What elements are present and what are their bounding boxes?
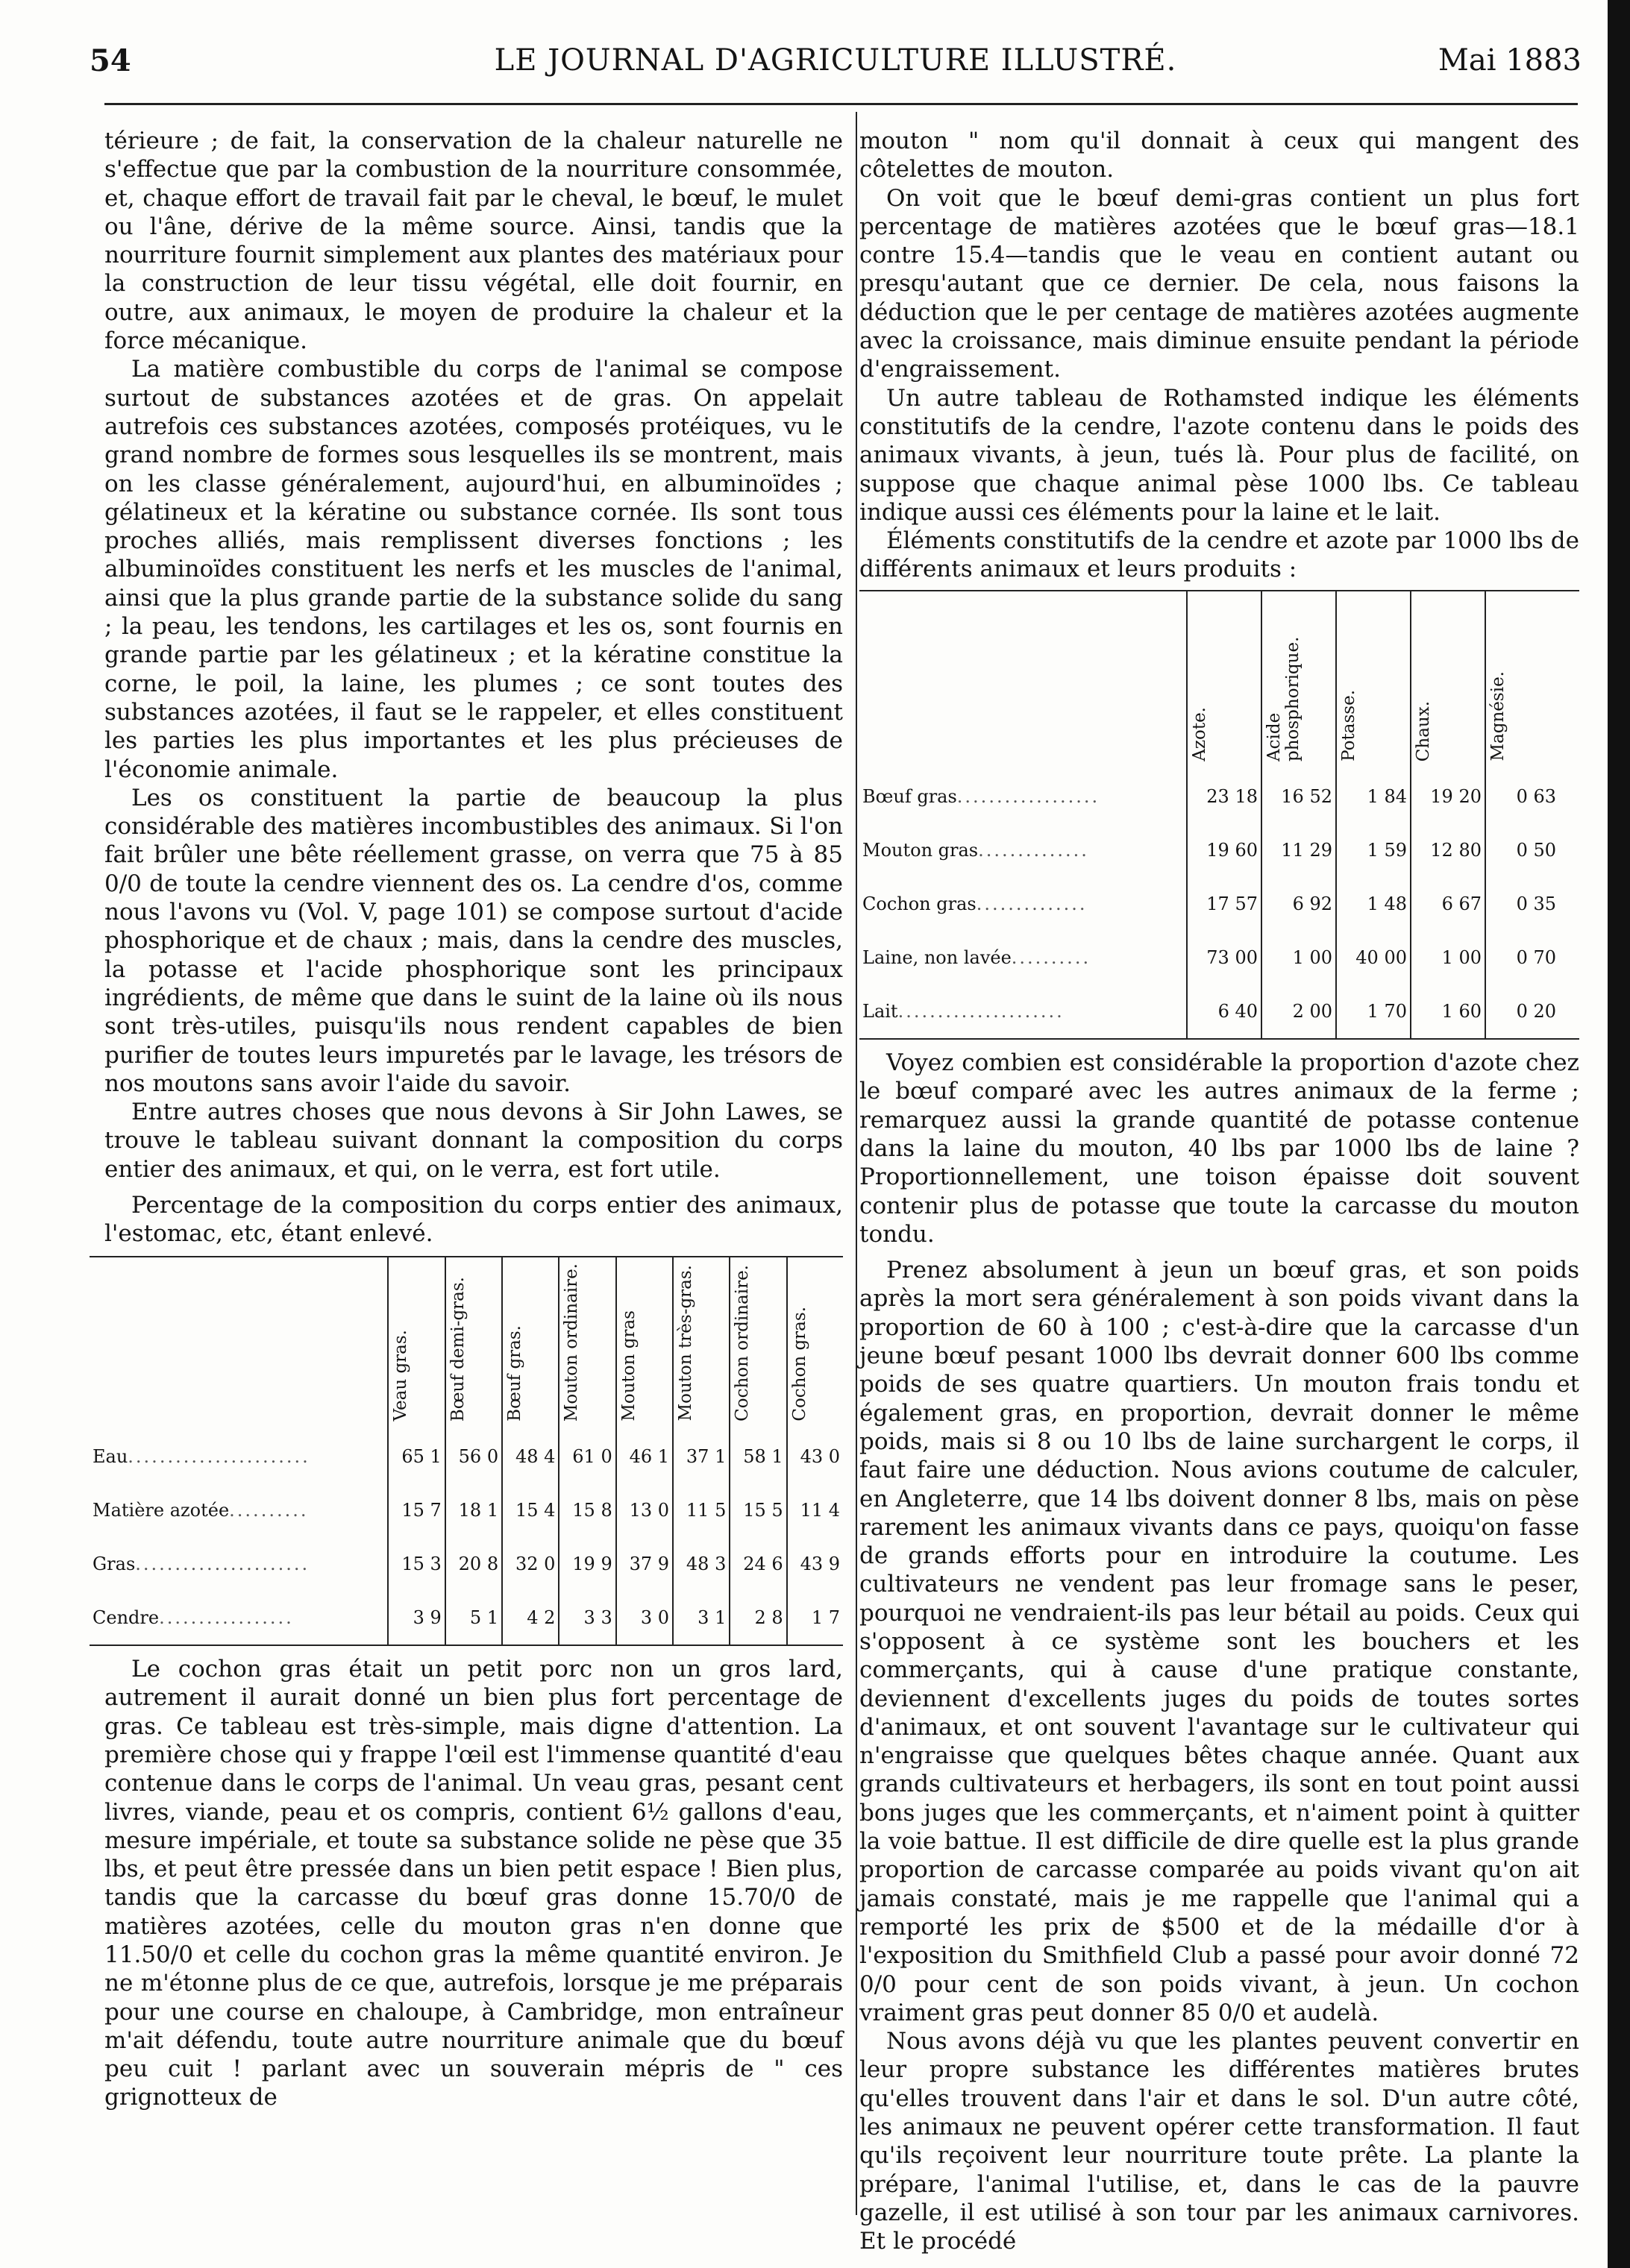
header-rule: [104, 103, 1578, 105]
table-caption: Percentage de la composition du corps entier des animaux, l'estomac, etc, étant enlevé.: [104, 1191, 843, 1248]
table-cell: 1 00: [1411, 931, 1485, 984]
column-divider: [856, 112, 857, 2215]
table-cell: 48 3: [673, 1537, 730, 1591]
column-header: Acide phosphorique.: [1261, 591, 1336, 770]
table-cell: 1 70: [1336, 984, 1411, 1038]
page-header: [90, 43, 1582, 88]
table-cell: 24 6: [730, 1537, 786, 1591]
table-cell: 32 0: [502, 1537, 559, 1591]
table-cell: 37 9: [616, 1537, 673, 1591]
table-row: [859, 984, 1559, 1038]
table-row: [859, 823, 1559, 877]
right-column: [859, 127, 1579, 2256]
paragraph: Entre autres choses que nous devons à Sir John Lawes, se trouve le tableau suivant donnant la composition du corps entier des animaux, et qui, on le verra, est fort utile.: [104, 1099, 843, 1183]
table-cell: 48 4: [502, 1430, 559, 1483]
table-cell: 15 4: [502, 1483, 559, 1537]
table-cell: 23 18: [1187, 770, 1261, 823]
table-cell: 4 2: [502, 1591, 559, 1645]
column-header: Veau gras.: [388, 1257, 445, 1430]
journal-title: LE JOURNAL D'AGRICULTURE ILLUSTRÉ.: [494, 43, 1177, 78]
table-row: [90, 1537, 843, 1591]
table-cell: 15 8: [559, 1483, 615, 1537]
column-header: Mouton gras: [616, 1257, 673, 1430]
table-row: [90, 1430, 843, 1483]
table-cell: 43 9: [787, 1537, 843, 1591]
table-row: [859, 931, 1559, 984]
table-cell: 11 5: [673, 1483, 730, 1537]
table-cell: 0 20: [1485, 984, 1559, 1038]
column-header: Magnésie.: [1485, 591, 1559, 770]
table-cell: 1 48: [1336, 877, 1411, 931]
table-cell: 58 1: [730, 1430, 786, 1483]
table-cell: 6 40: [1187, 984, 1261, 1038]
table-cell: 6 67: [1411, 877, 1485, 931]
table-cell: 1 60: [1411, 984, 1485, 1038]
table-cell: 16 52: [1261, 770, 1336, 823]
table-header-row: [859, 591, 1559, 770]
ash-composition-table: [859, 591, 1559, 1038]
scan-edge: [1608, 0, 1630, 2268]
column-header: Bœuf demi-gras.: [445, 1257, 502, 1430]
paragraph: térieure ; de fait, la conservation de la chaleur naturelle ne s'effectue que par la combustion de la nourriture consommée, et, chaque effort de travail fait par le cheval, le bœuf, le mulet ou l'âne, dérive de la même source. Ainsi, tandis que la nourriture fournit simplement aux plantes des matériaux pour la construction de leur tissu végétal, elle doit fournir, en outre, aux animaux, le moyen de produire la chaleur et la force mécanique.: [104, 128, 843, 355]
issue-date: Mai 1883: [1438, 43, 1582, 78]
paragraph: La matière combustible du corps de l'animal se compose surtout de substances azotées et de gras. On appelait autrefois ces substances azotées, composés protéiques, vu le grand nombre de formes sous lesquelles ils se montrent, mais on les classe généralement, aujourd'hui, en albuminoïdes ; gélatineux et la kératine ou substance cornée. Ils sont tous proches alliés, mais remplissent diverses fonctions ; les albuminoïdes constituent les nerfs et les muscles de l'animal, ainsi que la plus grande partie de la substance solide du sang ; la peau, les tendons, les cartilages et les os, sont fournis en grande partie par les gélatineux ; et la kératine constitue la corne, le poil, la laine, les plumes ; ce sont toutes des substances azotées, il faut se le rappeler, et elles constituent les parties les plus importantes et les plus précieuses de l'économie animale.: [104, 356, 843, 783]
column-header: Bœuf gras.: [502, 1257, 559, 1430]
row-label: Laine, non lavée..........: [862, 946, 1091, 968]
left-column: [93, 127, 843, 2112]
row-label: Eau.......................: [93, 1445, 310, 1467]
column-header: Azote.: [1187, 591, 1261, 770]
table-cell: 15 3: [388, 1537, 445, 1591]
table-caption: Éléments constitutifs de la cendre et azote par 1000 lbs de différents animaux et leurs produits :: [859, 527, 1579, 583]
column-header: Potasse.: [1336, 591, 1411, 770]
row-header-cell: [859, 591, 1187, 770]
paragraph: mouton " nom qu'il donnait à ceux qui mangent des côtelettes de mouton.: [859, 128, 1579, 183]
table-cell: 65 1: [388, 1430, 445, 1483]
table-cell: 2 8: [730, 1591, 786, 1645]
table-cell: 13 0: [616, 1483, 673, 1537]
table-row: [859, 770, 1559, 823]
row-label: Matière azotée..........: [93, 1499, 309, 1521]
paragraph: Un autre tableau de Rothamsted indique les éléments constitutifs de la cendre, l'azote contenu dans le poids des animaux vivants, à jeun, tués là. Pour plus de facilité, on suppose que chaque animal pèse 1000 lbs. Ce tableau indique aussi ces éléments pour la laine et le lait.: [859, 384, 1579, 526]
table-cell: 6 92: [1261, 877, 1336, 931]
row-label: Cochon gras..............: [862, 893, 1088, 914]
table-cell: 46 1: [616, 1430, 673, 1483]
table-cell: 37 1: [673, 1430, 730, 1483]
column-header: Cochon gras.: [787, 1257, 843, 1430]
table-cell: 43 0: [787, 1430, 843, 1483]
table-cell: 19 9: [559, 1537, 615, 1591]
table-cell: 20 8: [445, 1537, 502, 1591]
table-cell: 0 50: [1485, 823, 1559, 877]
paragraph: Le cochon gras était un petit porc non un gros lard, autrement il aurait donné un bien plus fort percentage de gras. Ce tableau est très-simple, mais digne d'attention. La première chose qui y frappe l'œil est l'immense quantité d'eau contenue dans le corps de l'animal. Un veau gras, pesant cent livres, viande, peau et os compris, contient 6½ gallons d'eau, mesure impériale, et toute sa substance solide ne pèse que 35 lbs, et peut être pressée dans un bien petit espace ! Bien plus, tandis que la carcasse du bœuf gras donne 15.70/0 de matières azotées, celle du mouton gras n'en donne que 11.50/0 et celle du cochon gras la même quantité environ. Je ne m'étonne plus de ce que, autrefois, lorsque je me préparais pour une course en chaloupe, à Cambridge, mon entraîneur m'ait défendu, toute autre nourriture animale que du bœuf peu cuit ! parlant avec un souverain mépris de " ces grignotteux de: [104, 1656, 843, 2111]
table-cell: 40 00: [1336, 931, 1411, 984]
table-cell: 73 00: [1187, 931, 1261, 984]
table-header-row: [90, 1257, 843, 1430]
body-composition-table: [90, 1257, 843, 1645]
table-cell: 11 29: [1261, 823, 1336, 877]
table-row: [90, 1591, 843, 1645]
row-header-cell: [90, 1257, 388, 1430]
table-cell: 12 80: [1411, 823, 1485, 877]
page-number: 54: [90, 43, 131, 78]
table-cell: 15 7: [388, 1483, 445, 1537]
column-header: Chaux.: [1411, 591, 1485, 770]
paragraph: Les os constituent la partie de beaucoup la plus considérable des matières incombustibles des animaux. Si l'on fait brûler une bête réellement grasse, on verra que 75 à 85 0/0 de toute la cendre viennent des os. La cendre d'os, comme nous l'avons vu (Vol. V, page 101) se compose surtout d'acide phosphorique et de chaux ; mais, dans la cendre des muscles, la potasse et l'acide phosphorique sont les principaux ingrédients, de même que dans le suint de la laine où ils nous sont très-utiles, puisqu'ils nous rendent capables de bien purifier de toutes leurs impuretés par le lavage, les trésors de nos moutons sans avoir l'aide du savoir.: [104, 784, 843, 1097]
table-cell: 3 3: [559, 1591, 615, 1645]
row-label: Bœuf gras..................: [862, 785, 1100, 807]
table-cell: 1 7: [787, 1591, 843, 1645]
table-cell: 0 35: [1485, 877, 1559, 931]
table-cell: 3 0: [616, 1591, 673, 1645]
paragraph: Voyez combien est considérable la proportion d'azote chez le bœuf comparé avec les autres animaux de la ferme ; remarquez aussi la grande quantité de potasse contenue dans la laine du mouton, 40 lbs par 1000 lbs de laine ? Proportionnellement, une toison épaisse doit souvent contenir plus de potasse que toute la carcasse du mouton tondu.: [859, 1049, 1579, 1248]
column-header: Mouton ordinaire.: [559, 1257, 615, 1430]
row-label: Mouton gras..............: [862, 839, 1089, 861]
table-cell: 11 4: [787, 1483, 843, 1537]
column-header: Mouton très-gras.: [673, 1257, 730, 1430]
table-cell: 17 57: [1187, 877, 1261, 931]
table-cell: 1 59: [1336, 823, 1411, 877]
table-cell: 18 1: [445, 1483, 502, 1537]
paragraph: Nous avons déjà vu que les plantes peuvent convertir en leur propre substance les différentes matières brutes qu'elles trouvent dans l'air et dans le sol. D'un autre côté, les animaux ne peuvent opérer cette transformation. Il faut qu'ils reçoivent leur nourriture toute prête. La plante la prépare, l'animal l'utilise, et, dans le cas de la pauvre gazelle, il est utilisé à son tour par les animaux carnivores. Et le procédé: [859, 2028, 1579, 2255]
paragraph: Prenez absolument à jeun un bœuf gras, et son poids après la mort sera généralement à son poids vivant dans la proportion de 60 à 100 ; c'est-à-dire que la carcasse d'un jeune bœuf pesant 1000 lbs devrait donner 600 lbs comme poids de ses quatre quartiers. Un mouton frais tondu et également gras, en proportion, devrait donner le même poids, mais si 8 ou 10 lbs de laine surchargent le corps, il faut faire une déduction. Nous avions coutume de calculer, en Angleterre, que 14 lbs doivent donner 8 lbs, mais on pèse rarement les animaux vivants dans ce pays, quoiqu'on fasse de grands efforts pour en introduire la coutume. Les cultivateurs ne vendent pas leur fromage sans le peser, pourquoi ne vendraient-ils pas leur bétail au poids. Ceux qui s'opposent à ce système sont les bouchers et les commerçants, qui à cause d'une pratique constante, deviennent d'excellents juges du poids de toutes sortes d'animaux, et ont souvent l'avantage sur le cultivateur qui n'engraisse que quelques bêtes chaque année. Quant aux grands cultivateurs et herbagers, ils sont en tout point aussi bons juges que les commerçants, et n'aiment point à quitter la voie battue. Il est difficile de dire quelle est la plus grande proportion de carcasse comparée au poids vivant qu'on ait jamais constaté, mais je me rappelle que l'animal qui a remporté les prix de $500 et de la médaille d'or à l'exposition du Smithfield Club a passé pour avoir donné 72 0/0 pour cent de son poids vivant, à jeun. Un cochon vraiment gras peut donner 85 0/0 et audelà.: [859, 1257, 1579, 2026]
table-row: [859, 877, 1559, 931]
table-cell: 15 5: [730, 1483, 786, 1537]
row-label: Gras......................: [93, 1553, 310, 1574]
table-cell: 1 00: [1261, 931, 1336, 984]
table-row: [90, 1483, 843, 1537]
body-composition-table-wrap: [90, 1256, 843, 1646]
column-header: Cochon ordinaire.: [730, 1257, 786, 1430]
table-cell: 1 84: [1336, 770, 1411, 823]
row-label: Lait.....................: [862, 1000, 1065, 1022]
paragraph: On voit que le bœuf demi-gras contient un plus fort percentage de matières azotées que le bœuf gras—18.1 contre 15.4—tandis que le veau en contient autant ou presqu'autant que ce dernier. De cela, nous faisons la déduction que le per centage de matières azotées augmente avec la croissance, mais diminue ensuite pendant la période d'engraissement.: [859, 184, 1579, 383]
table-cell: 0 70: [1485, 931, 1559, 984]
ash-table-wrap: [859, 590, 1579, 1040]
table-cell: 3 9: [388, 1591, 445, 1645]
table-cell: 19 60: [1187, 823, 1261, 877]
table-cell: 61 0: [559, 1430, 615, 1483]
table-cell: 56 0: [445, 1430, 502, 1483]
table-cell: 0 63: [1485, 770, 1559, 823]
table-cell: 19 20: [1411, 770, 1485, 823]
table-cell: 5 1: [445, 1591, 502, 1645]
table-cell: 3 1: [673, 1591, 730, 1645]
row-label: Cendre.................: [93, 1606, 294, 1628]
table-cell: 2 00: [1261, 984, 1336, 1038]
